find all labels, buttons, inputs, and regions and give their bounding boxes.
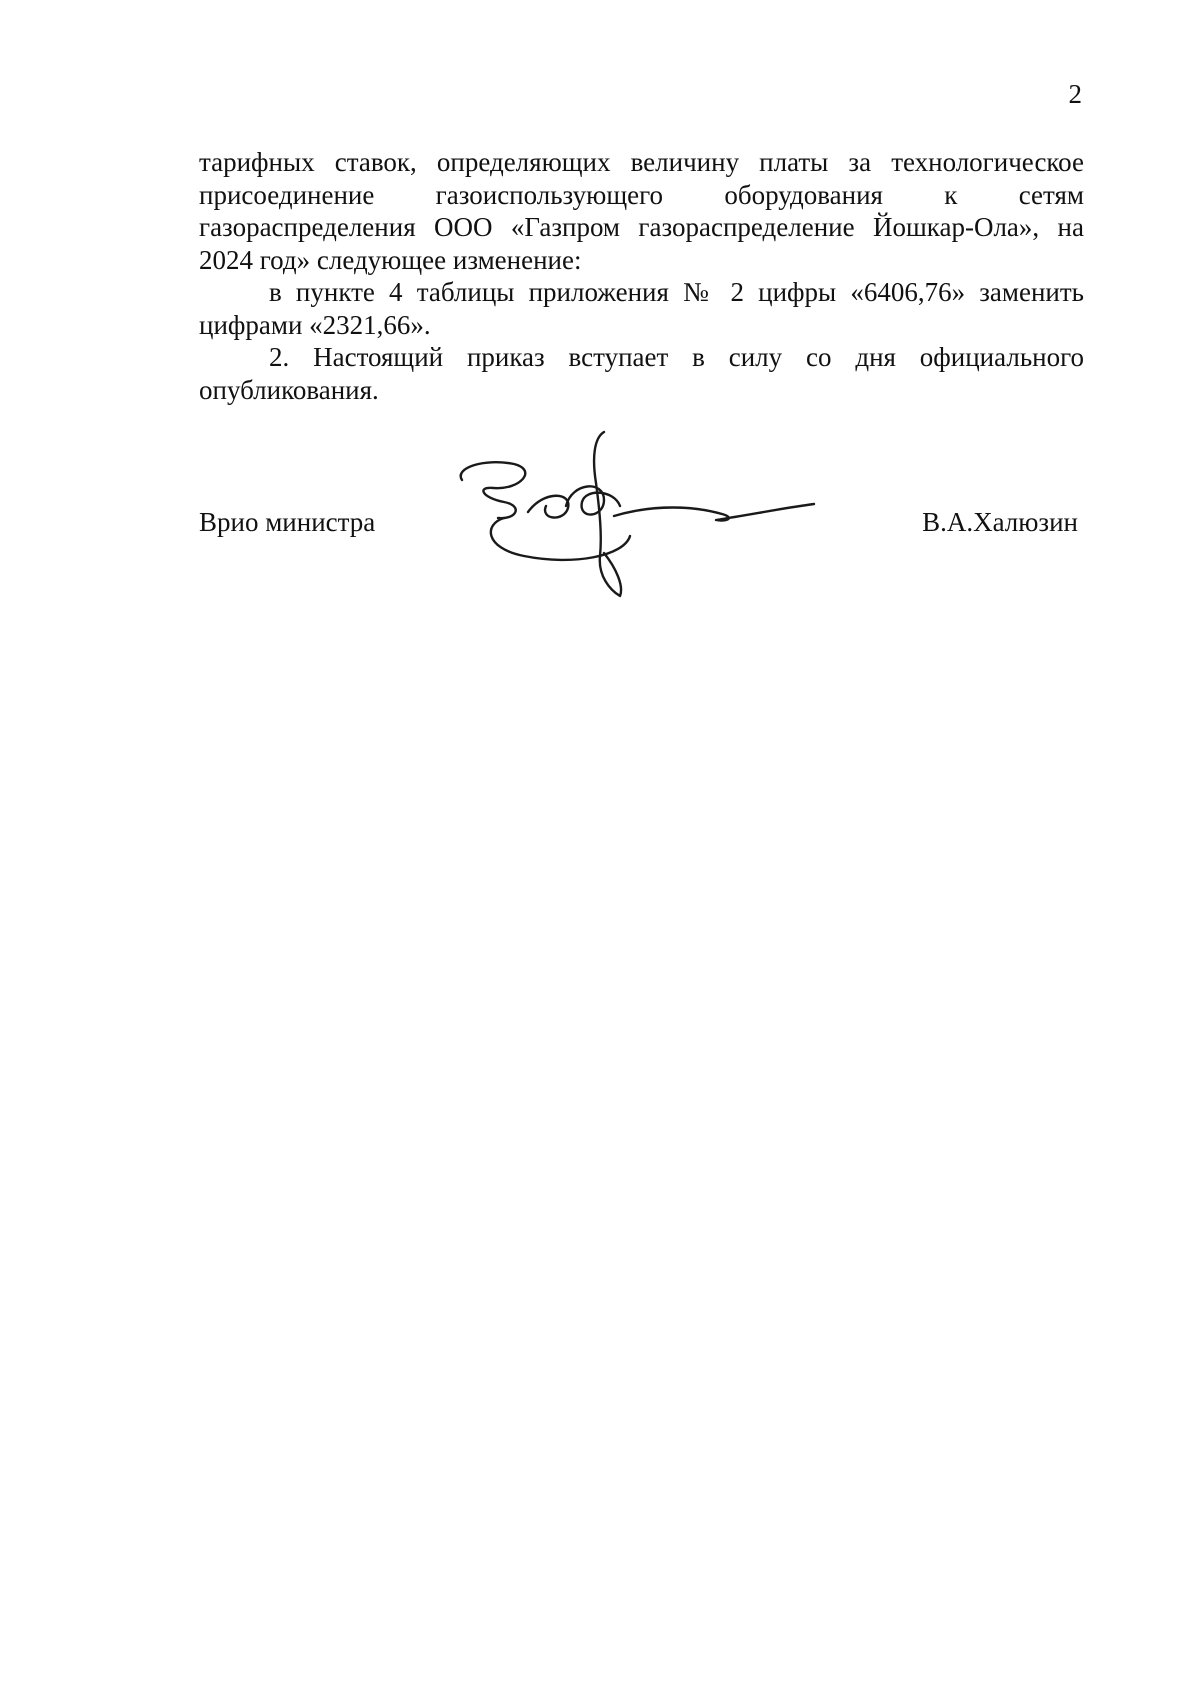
document-body: [199, 146, 1084, 406]
paragraph-effective-date: 2. Настоящий приказ вступает в силу со дня официального опубликования.: [199, 342, 1084, 405]
signatory-role: Врио министра: [199, 507, 376, 537]
signature-block: [199, 428, 1084, 598]
handwritten-signature-icon: [454, 428, 854, 598]
paragraph-amendment: в пункте 4 таблицы приложения № 2 цифры «6406,76» заменить цифрами «2321,66».: [199, 277, 1084, 340]
signatory-name: В.А.Халюзин: [922, 507, 1078, 537]
paragraph-continuation: тарифных ставок, определяющих величину платы за технологическое присоединение газоиспользующего оборудования к сетям газораспределения ООО «Газпром газораспределение Йошкар-Ола», на 2024 год» следующее изменение:: [199, 147, 1084, 275]
page-number: 2: [1068, 79, 1082, 109]
